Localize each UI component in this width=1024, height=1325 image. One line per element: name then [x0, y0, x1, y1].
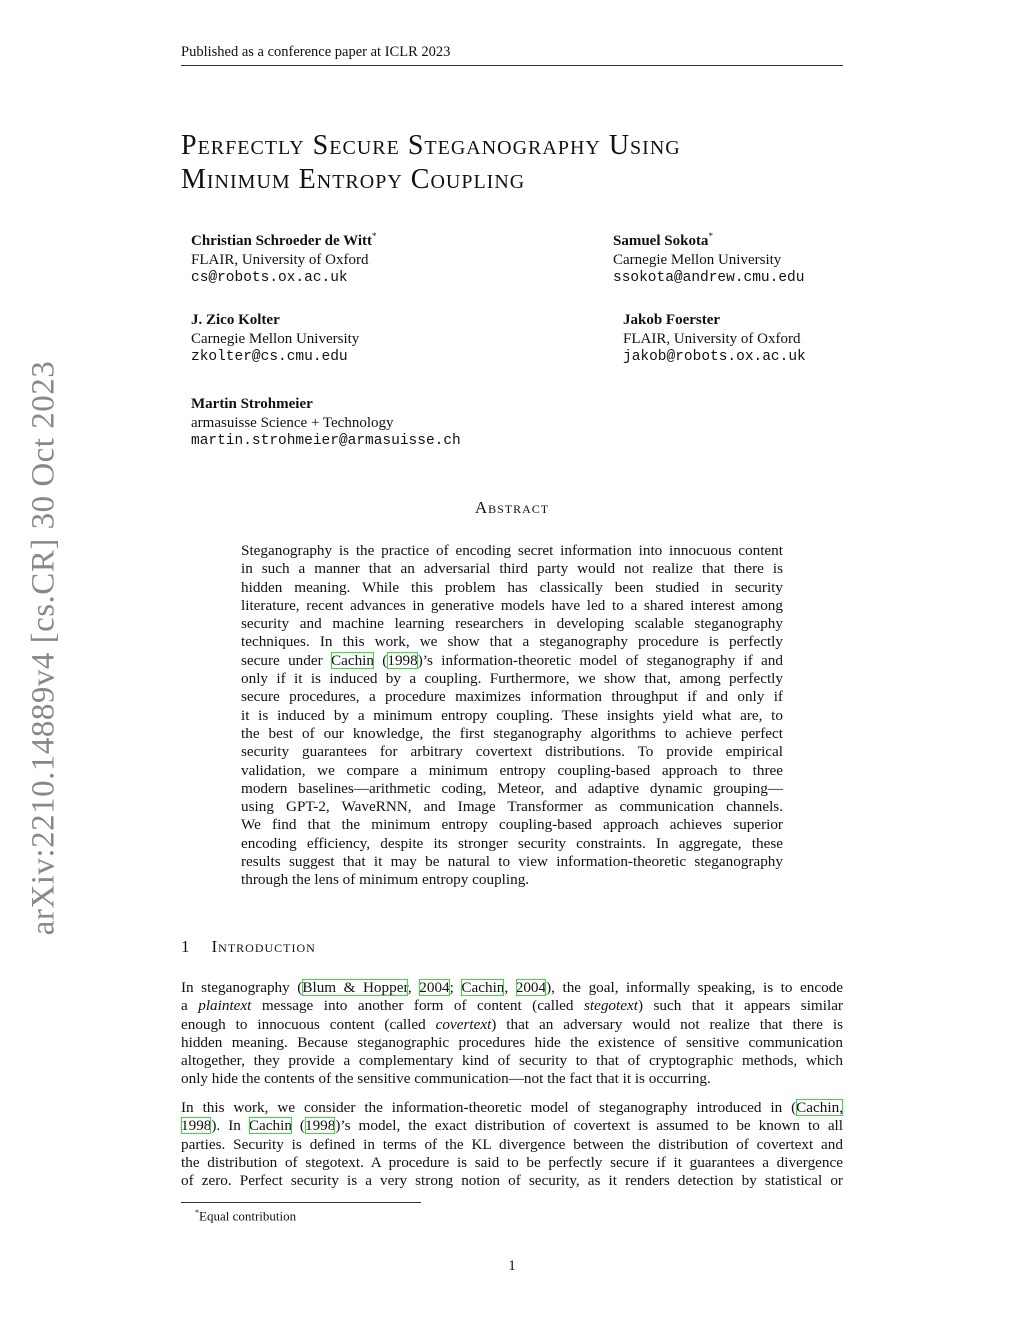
- text-line: [241, 780, 783, 798]
- text-run: the distribution of stegotext. A procedure is said to be perfectly secure if it guarantees a divergence: [181, 1153, 843, 1171]
- text-run: In this work, we consider the information-theoretic model of steganography introduced in (: [181, 1099, 797, 1116]
- author-affiliation: armasuisse Science + Technology: [191, 414, 394, 431]
- text-run: altogether, they provide a complementary kind of security to that of cryptographic methods, which: [181, 1052, 843, 1070]
- text-line: [241, 743, 783, 761]
- text-run: of zero. Perfect security is a very strong notion of security, as it renders detection by statistical or: [181, 1172, 843, 1190]
- text-run: (: [291, 1117, 305, 1135]
- text-run: encoding efficiency, despite its stronger security constraints. In aggregate, these: [241, 834, 783, 852]
- text-run: parties. Security is defined in terms of the KL divergence between the distribution of covertext and: [181, 1135, 843, 1153]
- page-number: 1: [508, 1258, 516, 1274]
- text-line: [241, 835, 783, 853]
- paper-title-line-2: Minimum Entropy Coupling: [181, 164, 526, 195]
- citation-link[interactable]: 2004: [515, 979, 547, 996]
- text-run: security guarantees for arbitrary covertext distributions. To provide empirical: [241, 743, 783, 761]
- arxiv-stamp: arXiv:2210.14889v4 [cs.CR] 30 Oct 2023: [25, 360, 62, 936]
- text-run: modern baselines—arithmetic coding, Meteor, and adaptive dynamic grouping—: [241, 779, 783, 797]
- text-run: ,: [504, 979, 516, 996]
- text-run: it is induced by a minimum entropy coupling. These insights yield what are, to: [241, 706, 783, 724]
- citation-link[interactable]: Cachin: [248, 1117, 292, 1135]
- citation-link[interactable]: Cachin: [461, 979, 505, 996]
- abstract-heading: Abstract: [474, 498, 550, 517]
- text-line: [241, 853, 783, 871]
- text-run: only hide the contents of the sensitive communication—not the fact that it is occurring.: [181, 1070, 711, 1088]
- author-block: [191, 311, 359, 367]
- author-email[interactable]: jakob@robots.ox.ac.uk: [623, 349, 806, 365]
- author-affiliation: Carnegie Mellon University: [191, 330, 360, 347]
- text-line: [181, 1136, 843, 1154]
- text-line: [241, 633, 783, 651]
- citation-link[interactable]: Cachin,: [796, 1099, 843, 1116]
- text-line: [241, 871, 783, 889]
- text-run: )’s model, the exact distribution of covertext is assumed to be known to all: [335, 1117, 843, 1135]
- author-name: J. Zico Kolter: [191, 312, 280, 328]
- text-run: in such a manner that an adversarial third party would not realize that there is: [241, 560, 783, 578]
- text-line: [241, 597, 783, 615]
- text-run: ), the goal, informally speaking, is to encode: [546, 979, 843, 996]
- text-run: secure procedures, a procedure maximizes information throughput if and only if: [241, 688, 783, 706]
- citation-link[interactable]: 1998: [304, 1117, 336, 1135]
- text-run: the best of our knowledge, the first steganography algorithms to achieve perfect: [241, 724, 783, 742]
- author-block: [623, 311, 806, 367]
- text-run: through the lens of minimum entropy coupling.: [241, 871, 530, 889]
- text-run: techniques. In this work, we show that a steganography procedure is perfectly: [241, 633, 783, 651]
- text-run: ) that an adversary would not realize that there is: [491, 1015, 843, 1033]
- footnote-rule: [181, 1202, 421, 1203]
- text-run: results suggest that it may be natural to view information-theoretic steganography: [241, 853, 783, 871]
- section-title: Introduction: [211, 937, 316, 956]
- author-affiliation: FLAIR, University of Oxford: [623, 330, 801, 347]
- author-email[interactable]: martin.strohmeier@armasuisse.ch: [191, 433, 461, 449]
- text-run: We find that the minimum entropy coupling-based approach achieves superior: [241, 816, 783, 834]
- text-run: a: [181, 997, 199, 1015]
- text-run: ;: [449, 979, 462, 996]
- text-line: [241, 798, 783, 816]
- citation-link[interactable]: 1998: [387, 651, 418, 669]
- citation-link[interactable]: 1998: [181, 1117, 212, 1135]
- intro-paragraph-2: [181, 1099, 843, 1190]
- section-number: 1: [181, 937, 191, 956]
- text-line: [181, 1154, 843, 1172]
- text-run: literature, recent advances in generative models have led to a shared interest among: [241, 596, 783, 614]
- text-run: validation, we compare a minimum entropy coupling-based approach to three: [241, 761, 783, 779]
- text-run: enough to innocuous content (called: [181, 1015, 436, 1033]
- text-line: [241, 670, 783, 688]
- author-block: [191, 227, 376, 288]
- abstract-body: [241, 542, 783, 890]
- author-affiliation: Carnegie Mellon University: [613, 251, 782, 268]
- emphasized-term: stegotext: [583, 997, 638, 1015]
- text-line: [241, 560, 783, 578]
- intro-paragraph-1: [181, 979, 843, 1089]
- text-line: [181, 1016, 843, 1034]
- text-line: [181, 1070, 843, 1088]
- author-email[interactable]: zkolter@cs.cmu.edu: [191, 349, 348, 365]
- footnote-mark: *: [195, 1208, 199, 1217]
- text-run: using GPT-2, WaveRNN, and Image Transformer as communication channels.: [241, 798, 783, 816]
- text-line: [181, 1117, 843, 1135]
- equal-contribution-mark: *: [371, 231, 377, 241]
- section-heading: [181, 937, 316, 957]
- text-run: secure under: [241, 651, 331, 669]
- text-line: [241, 652, 783, 670]
- text-line: [181, 979, 843, 997]
- author-name: Jakob Foerster: [623, 312, 721, 328]
- author-name: Martin Strohmeier: [191, 396, 313, 412]
- citation-link[interactable]: 2004: [419, 979, 450, 996]
- emphasized-term: covertext: [435, 1015, 492, 1033]
- text-line: [241, 542, 783, 560]
- author-block: [191, 395, 461, 451]
- text-run: )’s information-theoretic model of steganography if and: [417, 651, 783, 669]
- text-run: In steganography (: [181, 979, 303, 996]
- text-run: message into another form of content (called: [251, 997, 584, 1015]
- text-line: [241, 725, 783, 743]
- text-run: ). In: [211, 1117, 249, 1135]
- text-line: [241, 579, 783, 597]
- author-name: Christian Schroeder de Witt: [191, 233, 372, 249]
- text-run: hidden meaning. While this problem has classically been studied in security: [241, 578, 783, 596]
- author-email[interactable]: cs@robots.ox.ac.uk: [191, 270, 348, 286]
- text-run: security and machine learning researchers in developing scalable steganography: [241, 615, 783, 633]
- text-run: hidden meaning. Because steganographic procedures hide the existence of sensitive communication: [181, 1033, 843, 1051]
- text-line: [241, 816, 783, 834]
- author-name: Samuel Sokota: [613, 233, 709, 249]
- text-line: [181, 1099, 843, 1117]
- running-header: Published as a conference paper at ICLR 2023: [181, 44, 843, 66]
- equal-contribution-mark: *: [708, 231, 713, 241]
- emphasized-term: plaintext: [198, 997, 252, 1015]
- footnote-text: Equal contribution: [199, 1208, 297, 1224]
- text-line: [181, 1034, 843, 1052]
- citation-link[interactable]: Cachin: [330, 651, 374, 669]
- text-run: (: [374, 651, 388, 669]
- footnote: [195, 1208, 296, 1224]
- text-line: [241, 688, 783, 706]
- text-run: only if it is induced by a coupling. Furthermore, we show that, among perfectly: [241, 670, 783, 688]
- text-line: [241, 762, 783, 780]
- text-run: Steganography is the practice of encoding secret information into innocuous content: [241, 542, 783, 559]
- author-affiliation: FLAIR, University of Oxford: [191, 251, 369, 268]
- author-email[interactable]: ssokota@andrew.cmu.edu: [613, 270, 805, 286]
- text-line: [181, 1172, 843, 1190]
- text-line: [241, 615, 783, 633]
- text-line: [241, 707, 783, 725]
- text-run: ) such that it appears similar: [637, 997, 843, 1015]
- paper-title-line-1: Perfectly Secure Steganography Using: [181, 130, 681, 161]
- citation-link[interactable]: Blum & Hopper: [302, 979, 408, 996]
- text-run: ,: [407, 979, 420, 996]
- text-line: [181, 1052, 843, 1070]
- text-line: [181, 997, 843, 1015]
- author-block: [613, 227, 804, 288]
